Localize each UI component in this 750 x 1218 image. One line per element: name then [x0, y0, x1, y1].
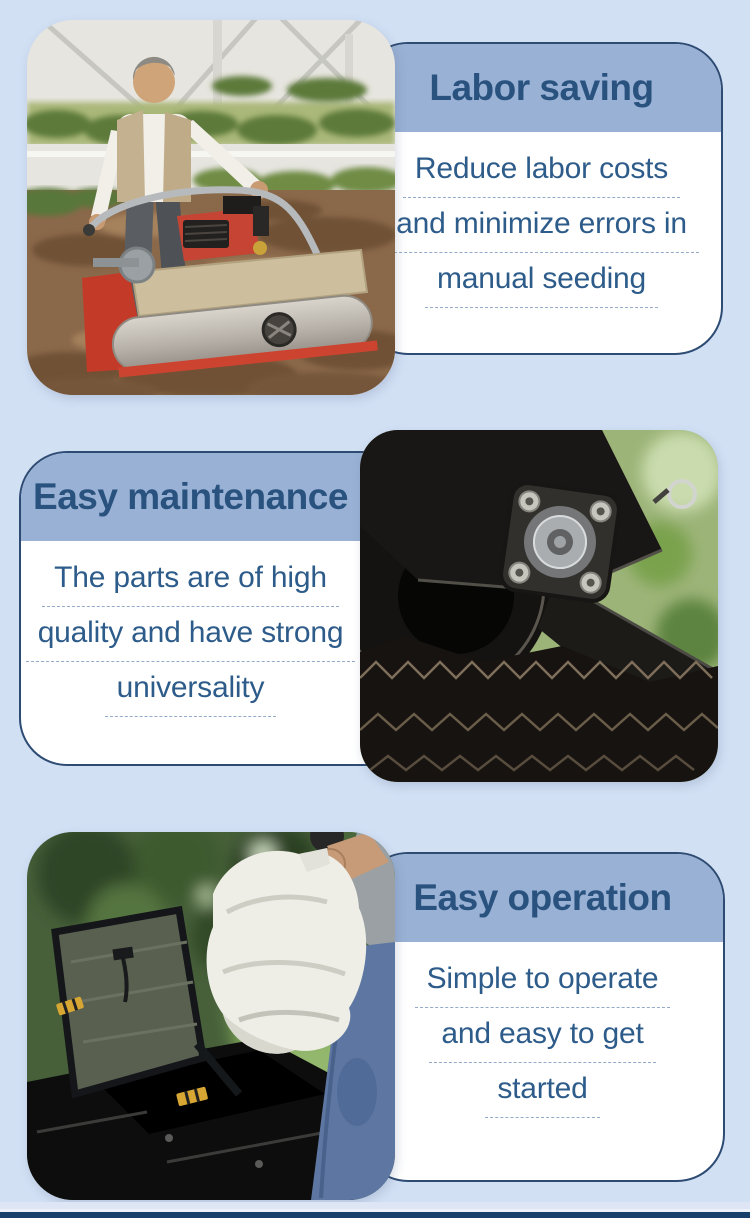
feature-text-line: universality — [21, 671, 360, 717]
footer-light-strip — [0, 1202, 750, 1209]
footer-navy-bar — [0, 1212, 750, 1218]
feature-card-header — [362, 44, 721, 132]
greenhouse-push-seeder-photo — [27, 20, 395, 395]
feature-card-header — [362, 854, 723, 942]
feature-text-line: Reduce labor costs — [362, 152, 721, 198]
feature-text-line: started — [362, 1072, 723, 1118]
greenhouse-seeder-illustration — [27, 20, 395, 395]
feature-title: Easy operation — [413, 877, 672, 918]
feature-text-line: quality and have strong — [21, 616, 360, 662]
feature-text-line: and minimize errors in — [362, 207, 721, 253]
pouring-seed-bag-into-hopper-photo — [27, 832, 395, 1200]
feature-card-easy-operation — [360, 852, 725, 1182]
seed-loading-illustration — [27, 832, 395, 1200]
feature-text-line: Simple to operate — [362, 962, 723, 1008]
feature-card-body — [362, 132, 721, 308]
feature-text-line: and easy to get — [362, 1017, 723, 1063]
feature-card-body — [362, 942, 723, 1118]
feature-card-labor-saving — [360, 42, 723, 355]
flange-bearing — [499, 481, 621, 603]
feature-title: Labor saving — [429, 67, 654, 108]
feature-title: Easy maintenance — [33, 476, 348, 517]
seed-bag — [207, 848, 367, 1054]
roller-parts-illustration — [360, 430, 718, 782]
feature-text-line: manual seeding — [362, 262, 721, 308]
seeder-roller-parts-closeup-photo — [360, 430, 718, 782]
feature-text-line: The parts are of high — [21, 561, 360, 607]
